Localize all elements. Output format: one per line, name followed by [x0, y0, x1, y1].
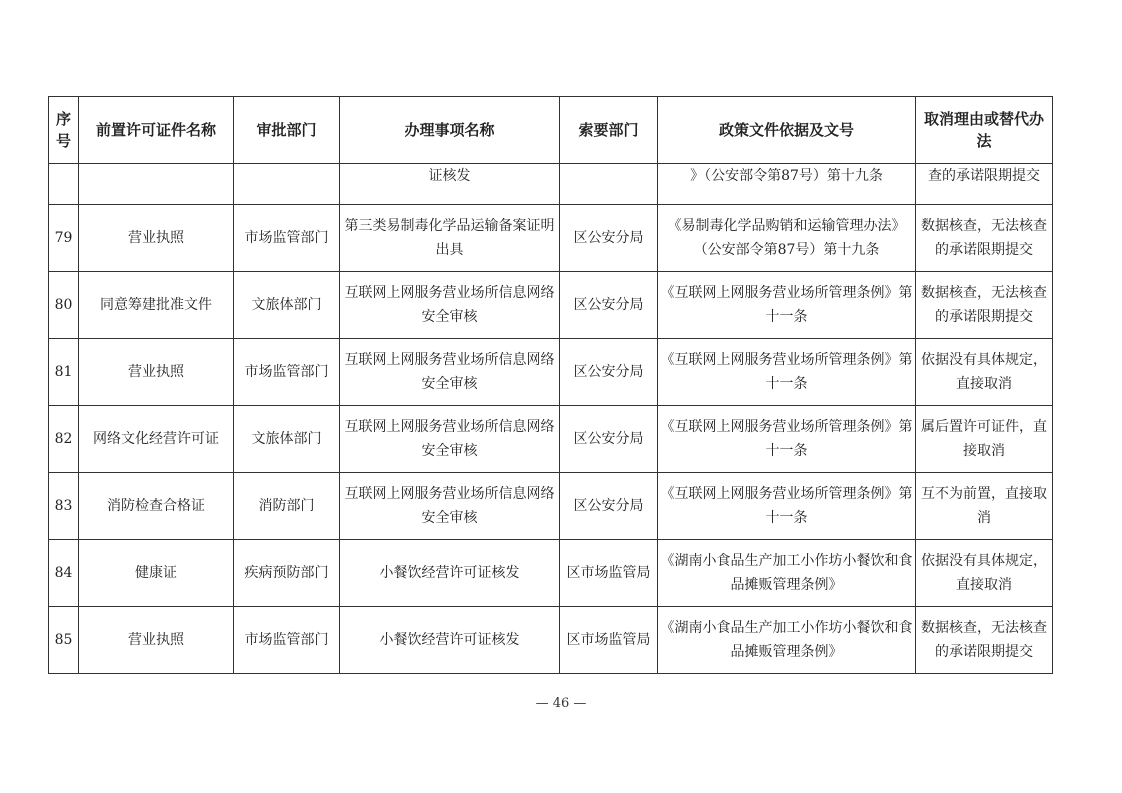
cell-request-dept: 区公安分局: [560, 272, 658, 339]
cell-num: 82: [49, 406, 79, 473]
cell-reason: 属后置许可证件，直接取消: [916, 406, 1053, 473]
continued-row: [49, 164, 1053, 205]
cell-request-dept: 区市场监管局: [560, 540, 658, 607]
cell-policy: 《湖南小食品生产加工小作坊小餐饮和食品摊贩管理条例》: [658, 607, 916, 674]
table-row: [49, 205, 1053, 272]
cell-reason: 互不为前置，直接取消: [916, 473, 1053, 540]
cell-reason: 依据没有具体规定，直接取消: [916, 339, 1053, 406]
cell-num: 80: [49, 272, 79, 339]
cell-num: 81: [49, 339, 79, 406]
cell-reason: 依据没有具体规定，直接取消: [916, 540, 1053, 607]
cell-policy: 《互联网上网服务营业场所管理条例》第十一条: [658, 339, 916, 406]
cell-item: 互联网上网服务营业场所信息网络安全审核: [340, 339, 560, 406]
cell-permit: 营业执照: [79, 339, 234, 406]
table-row: [49, 272, 1053, 339]
cell-item: 互联网上网服务营业场所信息网络安全审核: [340, 406, 560, 473]
cell-reason: 数据核查，无法核查的承诺限期提交: [916, 205, 1053, 272]
table-row: [49, 406, 1053, 473]
cell-permit: 健康证: [79, 540, 234, 607]
cell-permit: 消防检查合格证: [79, 473, 234, 540]
cell-reason: 数据核查，无法核查的承诺限期提交: [916, 607, 1053, 674]
header-row: [49, 97, 1053, 164]
cell-num: 85: [49, 607, 79, 674]
table-row: [49, 540, 1053, 607]
cell-approval-dept: 疾病预防部门: [234, 540, 340, 607]
header-permit: 前置许可证件名称: [79, 97, 234, 164]
cell-num: 79: [49, 205, 79, 272]
cell-request-dept: 区公安分局: [560, 406, 658, 473]
cell-approval-dept: 文旅体部门: [234, 406, 340, 473]
cell-approval-dept: 市场监管部门: [234, 339, 340, 406]
cell-permit: [79, 164, 234, 205]
permit-table: [48, 96, 1053, 674]
header-policy: 政策文件依据及文号: [658, 97, 916, 164]
cell-policy: 》（公安部令第87号）第十九条: [658, 164, 916, 205]
cell-approval-dept: [234, 164, 340, 205]
header-approval-dept: 审批部门: [234, 97, 340, 164]
cell-reason: 数据核查，无法核查的承诺限期提交: [916, 272, 1053, 339]
header-item: 办理事项名称: [340, 97, 560, 164]
table-row: [49, 473, 1053, 540]
cell-approval-dept: 市场监管部门: [234, 205, 340, 272]
cell-permit: 营业执照: [79, 205, 234, 272]
header-reason: 取消理由或替代办法: [916, 97, 1053, 164]
cell-approval-dept: 市场监管部门: [234, 607, 340, 674]
table-row: [49, 607, 1053, 674]
page-number: — 46 —: [535, 696, 587, 711]
cell-approval-dept: 消防部门: [234, 473, 340, 540]
header-num: 序号: [49, 97, 79, 164]
cell-item: 小餐饮经营许可证核发: [340, 540, 560, 607]
header-request-dept: 索要部门: [560, 97, 658, 164]
cell-permit: 同意筹建批准文件: [79, 272, 234, 339]
cell-item: 第三类易制毒化学品运输备案证明出具: [340, 205, 560, 272]
cell-request-dept: 区公安分局: [560, 339, 658, 406]
cell-request-dept: [560, 164, 658, 205]
cell-approval-dept: 文旅体部门: [234, 272, 340, 339]
cell-policy: 《互联网上网服务营业场所管理条例》第十一条: [658, 406, 916, 473]
cell-num: 83: [49, 473, 79, 540]
cell-item: 证核发: [340, 164, 560, 205]
cell-reason: 查的承诺限期提交: [916, 164, 1053, 205]
cell-policy: 《互联网上网服务营业场所管理条例》第十一条: [658, 473, 916, 540]
cell-request-dept: 区公安分局: [560, 473, 658, 540]
cell-num: 84: [49, 540, 79, 607]
cell-request-dept: 区市场监管局: [560, 607, 658, 674]
cell-policy: 《互联网上网服务营业场所管理条例》第十一条: [658, 272, 916, 339]
cell-item: 小餐饮经营许可证核发: [340, 607, 560, 674]
cell-policy: 《易制毒化学品购销和运输管理办法》（公安部令第87号）第十九条: [658, 205, 916, 272]
cell-permit: 营业执照: [79, 607, 234, 674]
cell-permit: 网络文化经营许可证: [79, 406, 234, 473]
table-row: [49, 339, 1053, 406]
cell-request-dept: 区公安分局: [560, 205, 658, 272]
cell-item: 互联网上网服务营业场所信息网络安全审核: [340, 272, 560, 339]
cell-num: [49, 164, 79, 205]
cell-policy: 《湖南小食品生产加工小作坊小餐饮和食品摊贩管理条例》: [658, 540, 916, 607]
cell-item: 互联网上网服务营业场所信息网络安全审核: [340, 473, 560, 540]
